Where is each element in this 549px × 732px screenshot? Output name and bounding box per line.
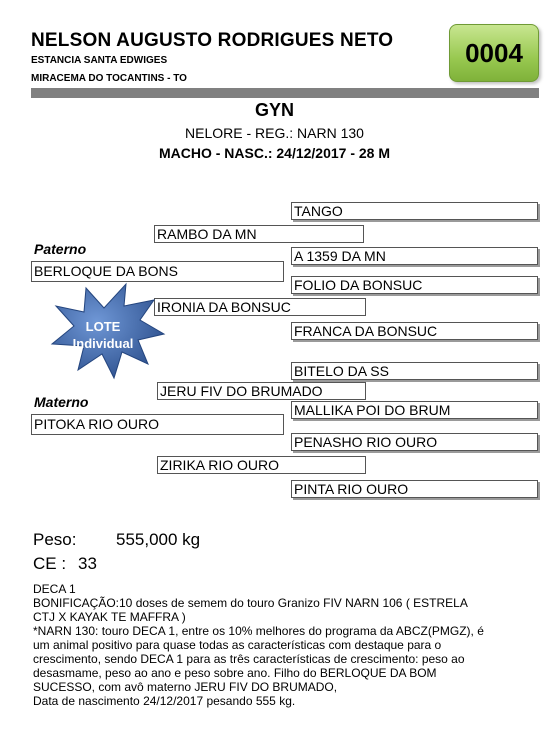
weight-label: Peso: bbox=[33, 530, 77, 549]
pedigree-dss: BITELO DA SS bbox=[291, 362, 538, 380]
pedigree-dds: PENASHO RIO OURO bbox=[291, 433, 538, 451]
lote-line-1: LOTE bbox=[85, 319, 121, 334]
farm-city: MIRACEMA DO TOCANTINS - TO bbox=[31, 73, 187, 84]
notes-line: crescimento, sendo DECA 1 para as três características de crescimento: peso ao bbox=[33, 652, 465, 666]
lot-number-badge: 0004 bbox=[449, 24, 539, 82]
pedigree-dam: PITOKA RIO OURO bbox=[31, 414, 284, 435]
pedigree-sss: TANGO bbox=[291, 202, 538, 220]
lote-line-2: Individual bbox=[72, 336, 134, 351]
ce-value: 33 bbox=[78, 554, 97, 573]
weight-value: 555,000 kg bbox=[116, 530, 201, 549]
pedigree-sds: FOLIO DA BONSUC bbox=[291, 276, 538, 294]
pedigree-sire-sire: RAMBO DA MN bbox=[154, 225, 364, 243]
pedigree-ddd: PINTA RIO OURO bbox=[291, 480, 538, 498]
notes-line: desasmame, peso ao ano e peso sobre ano. Filho do BERLOQUE DA BOM bbox=[33, 666, 437, 680]
pedigree-dsd: MALLIKA POI DO BRUM bbox=[291, 401, 538, 419]
pedigree-dam-dam: ZIRIKA RIO OURO bbox=[157, 456, 366, 474]
notes-line: DECA 1 bbox=[33, 582, 76, 596]
sex-birth-date: MACHO - NASC.: 24/12/2017 - 28 M bbox=[158, 145, 391, 161]
ce-label: CE : bbox=[33, 554, 67, 573]
pedigree-dam-sire: JERU FIV DO BRUMADO bbox=[157, 382, 366, 400]
notes-line: BONIFICAÇÃO:10 doses de semem do touro Granizo FIV NARN 106 ( ESTRELA bbox=[33, 596, 468, 610]
animal-name: GYN bbox=[254, 100, 294, 120]
notes-line: *NARN 130: touro DECA 1, entre os 10% melhores do programa da ABCZ(PMGZ), é bbox=[33, 624, 484, 638]
owner-name: NELSON AUGUSTO RODRIGUES NETO bbox=[31, 30, 394, 51]
header-divider bbox=[31, 88, 539, 98]
notes-line: CTJ X KAYAK TE MAFFRA ) bbox=[33, 610, 186, 624]
pedigree-sire: BERLOQUE DA BONS bbox=[31, 261, 284, 282]
breed-registration: NELORE - REG.: NARN 130 bbox=[185, 125, 364, 141]
lote-text bbox=[48, 318, 158, 352]
pedigree-ssd: A 1359 DA MN bbox=[291, 247, 538, 265]
notes-line: um animal positivo para quase todas as características com destaque para o bbox=[33, 638, 442, 652]
maternal-label: Materno bbox=[34, 394, 89, 410]
notes-line: SUCESSO, com avô materno JERU FIV DO BRUMADO, bbox=[33, 680, 338, 694]
paternal-label: Paterno bbox=[34, 241, 87, 257]
notes-block bbox=[33, 582, 543, 708]
notes-line: Data de nascimento 24/12/2017 pesando 555 kg. bbox=[33, 694, 296, 708]
farm-name: ESTANCIA SANTA EDWIGES bbox=[31, 55, 168, 66]
pedigree-sire-dam: IRONIA DA BONSUC bbox=[154, 298, 366, 316]
pedigree-sdd: FRANCA DA BONSUC bbox=[291, 322, 538, 340]
